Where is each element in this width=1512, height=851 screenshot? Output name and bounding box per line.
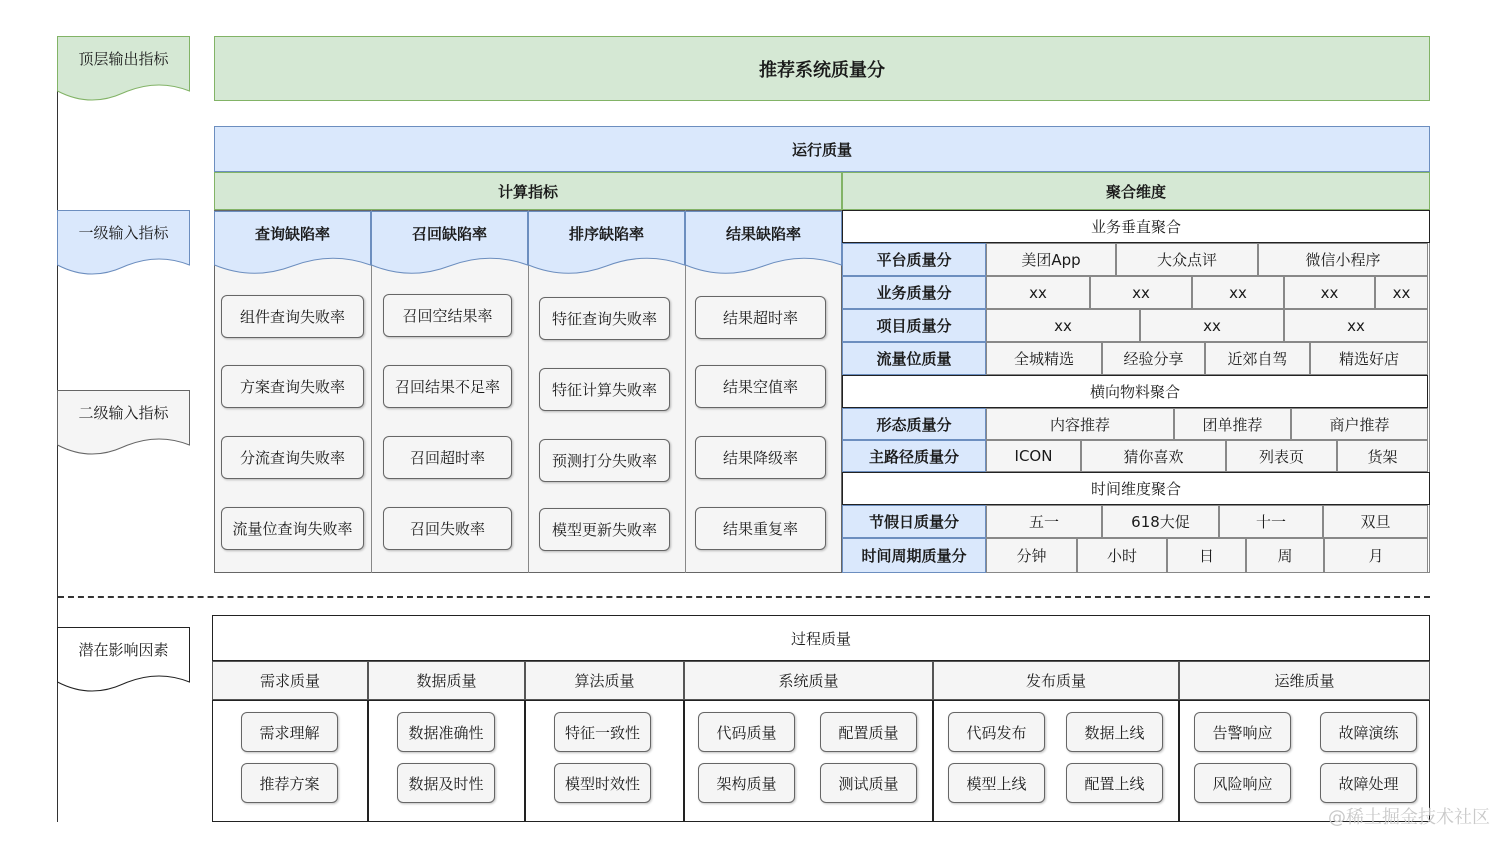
metric-item: 召回结果不足率: [383, 365, 512, 408]
legend-level2: [57, 390, 190, 458]
agg-value-cell: 日: [1167, 538, 1246, 573]
process-item: 数据准确性: [397, 712, 495, 752]
process-item: 配置质量: [820, 712, 917, 752]
agg-value-cell: 微信小程序: [1258, 243, 1428, 276]
legend-level1: [57, 210, 190, 278]
section-divider: [58, 596, 1430, 598]
process-item: 配置上线: [1066, 763, 1163, 803]
metric-item: 模型更新失败率: [539, 508, 670, 551]
agg-business-vertical: 业务垂直聚合: [842, 210, 1430, 243]
process-item: 特征一致性: [554, 712, 651, 752]
process-item: 代码发布: [948, 712, 1045, 752]
agg-value-cell: 猜你喜欢: [1081, 440, 1226, 472]
process-item: 测试质量: [820, 763, 917, 803]
calc-column-title: 结果缺陷率: [725, 224, 801, 243]
legend-top-output-label: 顶层输出指标: [78, 49, 169, 68]
metric-item: 结果重复率: [695, 507, 826, 550]
process-column-header: 运维质量: [1179, 661, 1430, 700]
legend-top-output: [57, 36, 190, 104]
agg-value-cell: xx: [1140, 309, 1284, 342]
agg-row-label: 业务质量分: [842, 276, 986, 309]
metric-item: 特征计算失败率: [539, 368, 670, 411]
legend-potential: [57, 627, 190, 695]
agg-value-cell: xx: [1284, 309, 1428, 342]
process-item: 风险响应: [1194, 763, 1291, 803]
process-item: 模型上线: [948, 763, 1045, 803]
metric-item: 分流查询失败率: [221, 436, 364, 479]
agg-value-cell: 经验分享: [1102, 342, 1205, 375]
agg-value-cell: 精选好店: [1310, 342, 1428, 375]
metric-item: 方案查询失败率: [221, 365, 364, 408]
agg-value-cell: xx: [1375, 276, 1428, 309]
agg-value-cell: 团单推荐: [1174, 408, 1291, 440]
agg-row-label: 平台质量分: [842, 243, 986, 276]
watermark: @稀土掘金技术社区: [1328, 807, 1490, 828]
legend-potential-label: 潜在影响因素: [78, 640, 169, 659]
agg-value-cell: xx: [1284, 276, 1375, 309]
metric-item: 召回超时率: [383, 436, 512, 479]
calc-column-title: 排序缺陷率: [568, 224, 644, 243]
calc-column-title: 查询缺陷率: [254, 224, 330, 243]
agg-value-cell: 分钟: [986, 538, 1077, 573]
metric-item: 结果超时率: [695, 296, 826, 339]
agg-value-cell: xx: [986, 276, 1090, 309]
run-quality-header: 运行质量: [214, 126, 1430, 172]
agg-row-label: 形态质量分: [842, 408, 986, 440]
metric-item: 召回失败率: [383, 507, 512, 550]
process-column-header: 系统质量: [684, 661, 933, 700]
process-item: 故障处理: [1320, 763, 1417, 803]
process-item: 数据及时性: [397, 763, 495, 803]
process-item: 推荐方案: [241, 763, 338, 803]
agg-row-label: 流量位质量: [842, 342, 986, 375]
process-item: 数据上线: [1066, 712, 1163, 752]
agg-value-cell: 全城精选: [986, 342, 1102, 375]
process-item: 故障演练: [1320, 712, 1417, 752]
agg-value-cell: 月: [1324, 538, 1428, 573]
agg-value-cell: 小时: [1077, 538, 1167, 573]
agg-row-label: 时间周期质量分: [842, 538, 986, 573]
agg-value-cell: 十一: [1219, 505, 1323, 538]
agg-value-cell: 商户推荐: [1291, 408, 1428, 440]
process-quality-header: 过程质量: [212, 615, 1430, 661]
metric-item: 预测打分失败率: [539, 439, 670, 482]
agg-value-cell: 货架: [1337, 440, 1428, 472]
agg-value-cell: xx: [986, 309, 1140, 342]
agg-value-cell: 大众点评: [1116, 243, 1258, 276]
process-column-header: 需求质量: [212, 661, 368, 700]
top-title: 推荐系统质量分: [214, 36, 1430, 101]
process-item: 告警响应: [1194, 712, 1291, 752]
metric-item: 流量位查询失败率: [221, 507, 364, 550]
calc-column-title: 召回缺陷率: [411, 224, 487, 243]
agg-value-cell: 美团App: [986, 243, 1116, 276]
agg-time-dimension: 时间维度聚合: [842, 472, 1430, 505]
agg-value-cell: xx: [1090, 276, 1192, 309]
process-column-header: 数据质量: [368, 661, 525, 700]
legend-level2-label: 二级输入指标: [78, 403, 169, 422]
agg-value-cell: 近郊自驾: [1205, 342, 1310, 375]
agg-value-cell: xx: [1192, 276, 1284, 309]
agg-value-cell: 五一: [986, 505, 1102, 538]
calc-metrics-header: 计算指标: [214, 172, 842, 210]
process-item: 代码质量: [698, 712, 795, 752]
process-item: 架构质量: [698, 763, 795, 803]
metric-item: 召回空结果率: [383, 294, 512, 337]
metric-item: 组件查询失败率: [221, 295, 364, 338]
agg-value-cell: 周: [1246, 538, 1324, 573]
agg-value-cell: ICON: [986, 440, 1081, 472]
agg-row-label: 主路径质量分: [842, 440, 986, 472]
legend-level1-label: 一级输入指标: [78, 223, 169, 242]
process-item: 模型时效性: [554, 763, 651, 803]
agg-row-label: 节假日质量分: [842, 505, 986, 538]
agg-horizontal-material: 横向物料聚合: [842, 375, 1428, 408]
metric-item: 结果空值率: [695, 365, 826, 408]
metric-item: 特征查询失败率: [539, 297, 670, 340]
agg-value-cell: 618大促: [1102, 505, 1219, 538]
metric-item: 结果降级率: [695, 436, 826, 479]
agg-value-cell: 列表页: [1226, 440, 1337, 472]
agg-dimension-header: 聚合维度: [842, 172, 1430, 210]
process-column-header: 发布质量: [933, 661, 1179, 700]
agg-row-label: 项目质量分: [842, 309, 986, 342]
process-item: 需求理解: [241, 712, 338, 752]
process-column-header: 算法质量: [525, 661, 684, 700]
agg-value-cell: 双旦: [1323, 505, 1428, 538]
agg-value-cell: 内容推荐: [986, 408, 1174, 440]
